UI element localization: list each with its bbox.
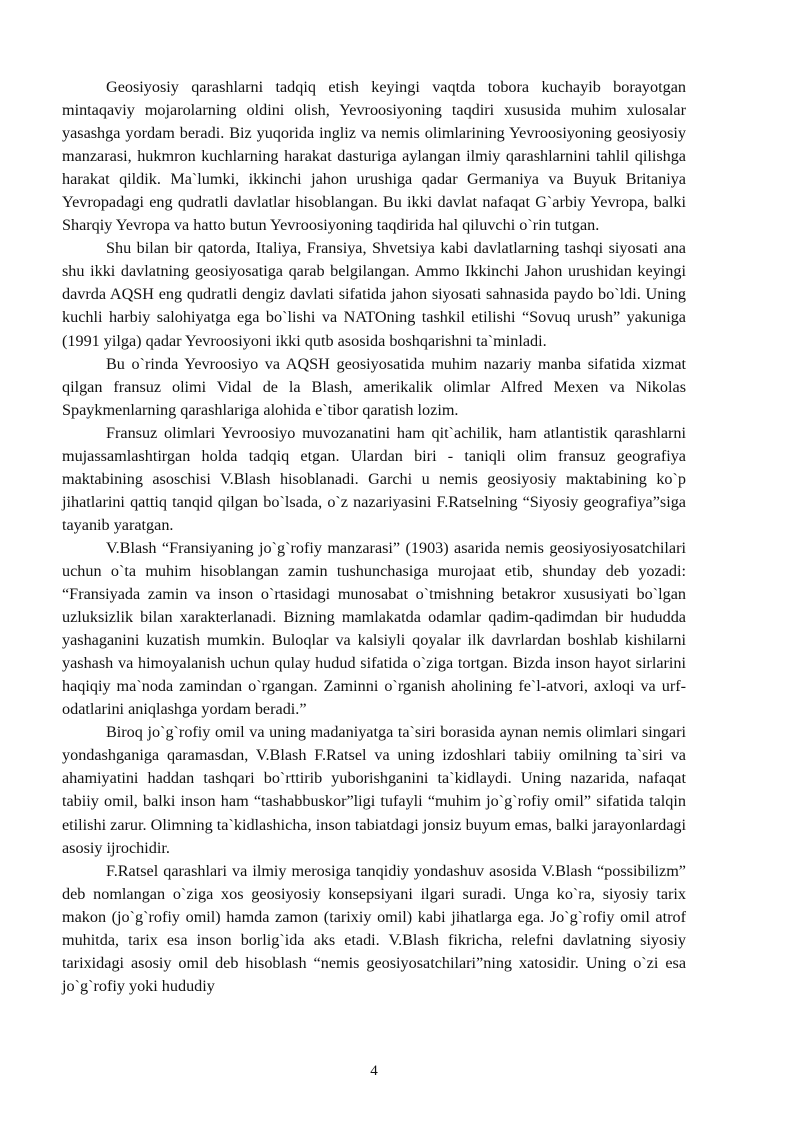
paragraph-3: Bu o`rinda Yevroosiyo va AQSH geosiyosatida muhim nazariy manba sifatida xizmat qilgan fransuz olimi Vidal de la Blash, amerikalik olimlar Alfred Mexen va Nikolas Spaykmenlarning qarashlariga alohida e`tibor qaratish lozim. [62,354,686,419]
paragraph-1: Geosiyosiy qarashlarni tadqiq etish keyingi vaqtda tobora kuchayib borayotgan mintaqaviy mojarolarning oldini olish, Yevroosiyoning taqdiri xususida muhim xulosalar yasashga yordam beradi. Biz yuqorida ingliz va nemis olimlarining Yevroosiyoning geosiyosiy manzarasi, hukmron kuchlarning harakat dasturiga aylangan ilmiy qarashlarnini tahlil qilishga harakat qildik. Ma`lumki, ikkinchi jahon urushiga qadar Germaniya va Buyuk Britaniya Yevropadagi eng qudratli davlatlar hisoblangan. Bu ikki davlat nafaqat G`arbiy Yevropa, balki Sharqiy Yevropa va hatto butun Yevroosiyoning taqdirida hal qiluvchi o`rin tutgan. [62,78,686,235]
body-text [62,76,686,998]
paragraph-4: Fransuz olimlari Yevroosiyo muvozanatini ham qit`achilik, ham atlantistik qarashlarni mujassamlashtirgan holda tadqiq etgan. Ulardan biri - taniqli olim fransuz geografiya maktabining asoschisi V.Blash hisoblanadi. Garchi u nemis geosiyosiy maktabining ko`p jihatlarini qattiq tanqid qilgan bo`lsada, o`z nazariyasini F.Ratselning “Siyosiy geografiya”siga tayanib yaratgan. [62,423,686,534]
paragraph-7: F.Ratsel qarashlari va ilmiy merosiga tanqidiy yondashuv asosida V.Blash “possibilizm” deb nomlangan o`ziga xos geosiyosiy konsepsiyani ilgari suradi. Unga ko`ra, siyosiy tarix makon (jo`g`rofiy omil) hamda zamon (tarixiy omil) kabi jihatlarga ega. Jo`g`rofiy omil atrof muhitda, tarix esa inson borlig`ida aks etadi. V.Blash fikricha, relefni davlatning siyosiy tarixidagi asosiy omil deb hisoblash “nemis geosiyosatchilari”ning xatosidir. Uning o`zi esa jo`g`rofiy yoki hududiy [62,861,686,995]
paragraph-2: Shu bilan bir qatorda, Italiya, Fransiya, Shvetsiya kabi davlatlarning tashqi siyosati ana shu ikki davlatning geosiyosatiga qarab belgilangan. Ammo Ikkinchi Jahon urushidan keyingi davrda AQSH eng qudratli dengiz davlati sifatida jahon siyosati sahnasida paydo bo`ldi. Uning kuchli harbiy salohiyatga ega bo`lishi va NATOning tashkil etilishi “Sovuq urush” yakuniga (1991 yilga) qadar Yevroosiyoni ikki qutb asosida boshqarishni ta`minladi. [62,239,686,350]
paragraph-5: V.Blash “Fransiyaning jo`g`rofiy manzarasi” (1903) asarida nemis geosiyosiyosatchilari uchun o`ta muhim hisoblangan zamin tushunchasiga murojaat etib, shunday deb yozadi: “Fransiyada zamin va inson o`rtasidagi munosabat o`tmishning betakror xususiyati bo`lgan uzluksizlik bilan xarakterlanadi. Bizning mamlakatda odamlar qadim-qadimdan bir hududda yashaganini kuzatish mumkin. Buloqlar va kalsiyli qoyalar ilk davrlardan boshlab kishilarni yashash va himoyalanish uchun qulay hudud sifatida o`ziga tortgan. Bizda inson hayot sirlarini haqiqiy ma`noda zamindan o`rgangan. Zaminni o`rganish aholining fe`l-atvori, axloqi va urf-odatlarini aniqlashga yordam beradi.” [62,538,686,719]
paragraph-6: Biroq jo`g`rofiy omil va uning madaniyatga ta`siri borasida aynan nemis olimlari singari yondashganiga qaramasdan, V.Blash F.Ratsel va uning izdoshlari tabiiy omilning ta`siri va ahamiyatini haddan tashqari bo`rttirib yuborishganini ta`kidlaydi. Uning nazarida, nafaqat tabiiy omil, balki inson ham “tashabbuskor”ligi tufayli “muhim jo`g`rofiy omil” sifatida talqin etilishi zarur. Olimning ta`kidlashicha, inson tabiatdagi jonsiz buyum emas, balki jarayonlardagi asosiy ijrochidir. [62,723,686,857]
page-number: 4 [370,1063,378,1079]
